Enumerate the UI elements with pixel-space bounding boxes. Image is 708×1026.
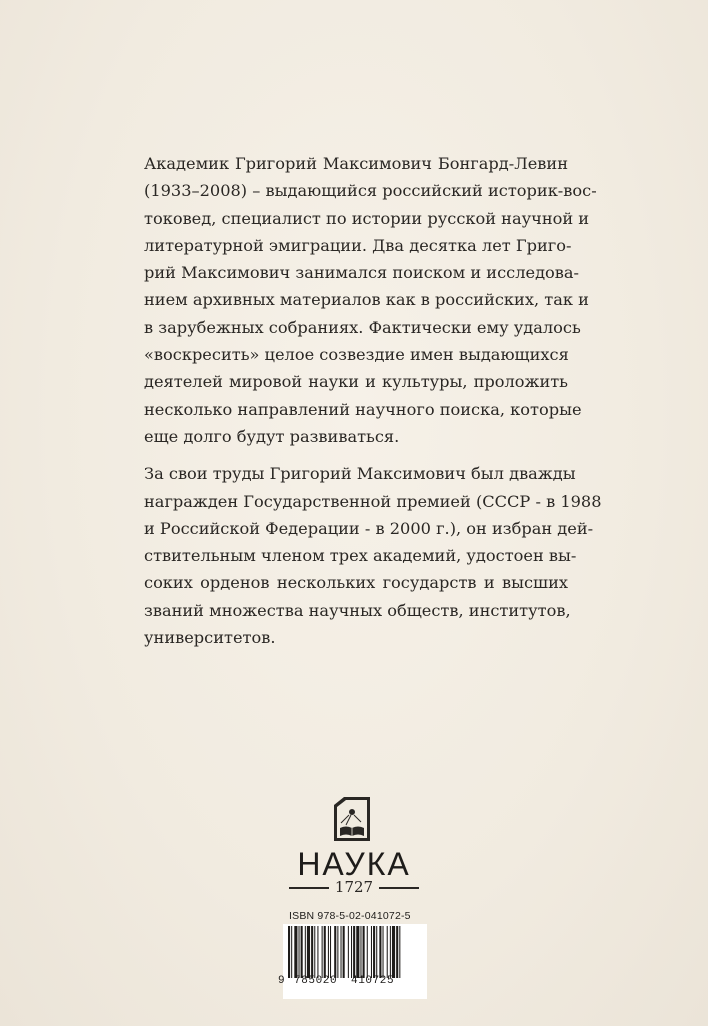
barcode-bar bbox=[294, 926, 297, 978]
text-line: еще долго будут развиваться. bbox=[144, 426, 400, 446]
founded-year: 1727 bbox=[334, 878, 374, 896]
barcode-digits-group1: 785020 bbox=[294, 975, 338, 987]
barcode-bar bbox=[307, 926, 310, 978]
publisher-founded bbox=[0, 878, 708, 896]
barcode-bar bbox=[343, 926, 345, 978]
barcode-bar bbox=[291, 926, 292, 978]
text-line: ствительным членом трех академий, удостоен вы- bbox=[144, 546, 577, 566]
text-line: Академик Григорий Максимович Бонгард-Левин bbox=[144, 154, 568, 173]
barcode-bar bbox=[322, 926, 323, 978]
barcode-bar bbox=[376, 926, 377, 978]
barcode-bar bbox=[367, 926, 368, 978]
barcode-bar bbox=[341, 926, 342, 978]
text-line: деятелей мировой науки и культуры, проложить bbox=[144, 372, 568, 392]
barcode-bar bbox=[324, 926, 326, 978]
publisher-logo-icon bbox=[331, 794, 373, 842]
barcode-bar bbox=[387, 926, 388, 978]
text-line: рий Максимович занимался поиском и исследова- bbox=[144, 263, 580, 283]
text-line: награжден Государственной премией (СССР - в 1988 bbox=[144, 491, 602, 511]
barcode-bar bbox=[301, 926, 303, 978]
barcode-bar bbox=[353, 926, 355, 978]
barcode-bar bbox=[299, 926, 300, 978]
text-line: званий множества научных обществ, институтов, bbox=[144, 600, 571, 620]
paragraph-2 bbox=[144, 460, 602, 651]
barcode-bars bbox=[283, 924, 427, 999]
text-line: соких орденов нескольких государств и высших bbox=[144, 573, 568, 593]
barcode-bar bbox=[399, 926, 400, 978]
text-line: токовед, специалист по истории русской научной и bbox=[144, 208, 590, 228]
book-satellite-emblem-icon bbox=[331, 794, 373, 842]
barcode-bar bbox=[356, 926, 359, 978]
barcode-bar bbox=[390, 926, 391, 978]
barcode-bar bbox=[317, 926, 318, 978]
barcode-bar bbox=[360, 926, 361, 978]
barcode-bar bbox=[396, 926, 398, 978]
text-line: За свои труды Григорий Максимович был дважды bbox=[144, 464, 576, 484]
barcode-bar bbox=[383, 926, 384, 978]
barcode bbox=[283, 924, 427, 999]
text-line: несколько направлений научного поиска, которые bbox=[144, 399, 582, 419]
barcode-bar bbox=[348, 926, 349, 978]
barcode-digits-group2: 410725 bbox=[351, 975, 395, 987]
barcode-bar bbox=[337, 926, 338, 978]
text-line: (1933–2008) – выдающийся российский историк-вос- bbox=[144, 181, 597, 201]
dash-right bbox=[379, 887, 419, 889]
barcode-bar bbox=[363, 926, 365, 978]
barcode-bar bbox=[330, 926, 331, 978]
publisher-name: НАУКА bbox=[297, 846, 411, 882]
barcode-bar bbox=[351, 926, 352, 978]
barcode-bar bbox=[314, 926, 315, 978]
paragraph-1 bbox=[144, 150, 597, 450]
barcode-bar bbox=[392, 926, 395, 978]
text-line: «воскресить» целое созвездие имен выдающихся bbox=[144, 345, 569, 365]
barcode-bar bbox=[328, 926, 329, 978]
dash-left bbox=[289, 887, 329, 889]
barcode-bar bbox=[371, 926, 372, 978]
text-line: в зарубежных собраниях. Фактически ему удалось bbox=[144, 317, 581, 337]
barcode-bar bbox=[373, 926, 375, 978]
barcode-bar bbox=[379, 926, 381, 978]
text-line: нием архивных материалов как в российских, так и bbox=[144, 290, 589, 310]
text-line: университетов. bbox=[144, 628, 276, 648]
text-line: и Российской Федерации - в 2000 г.), он избран дей- bbox=[144, 518, 594, 538]
barcode-bar bbox=[311, 926, 313, 978]
isbn-label: ISBN 978-5-02-041072-5 bbox=[289, 910, 411, 922]
description-text bbox=[144, 150, 602, 651]
barcode-digit-first: 9 bbox=[278, 975, 285, 987]
barcode-bar bbox=[305, 926, 306, 978]
barcode-bar bbox=[288, 926, 290, 978]
barcode-bar bbox=[334, 926, 336, 978]
text-line: литературной эмиграции. Два десятка лет Григо- bbox=[144, 235, 572, 255]
